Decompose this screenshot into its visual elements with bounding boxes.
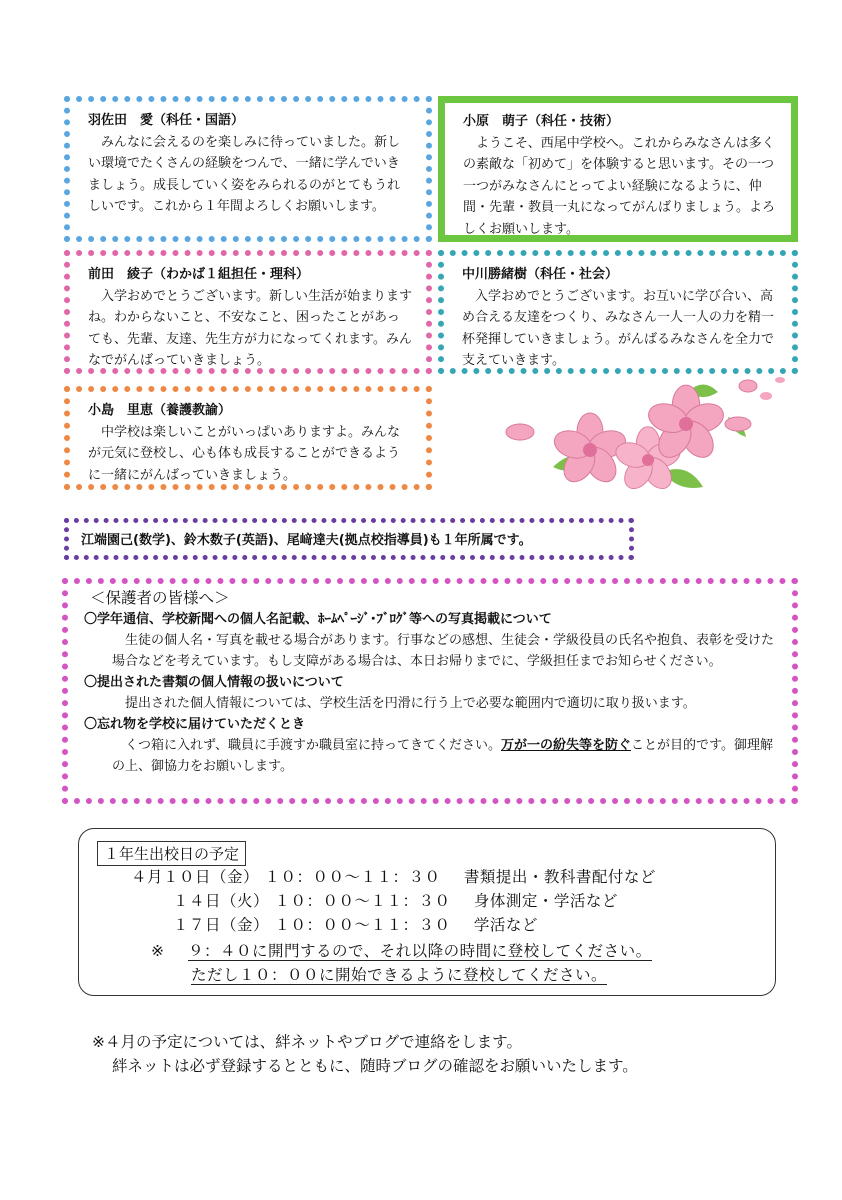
schedule-row	[173, 913, 538, 935]
schedule-date: ４月１０日（金）	[131, 868, 260, 886]
teacher-name: 小原 萌子（科任・技術）	[463, 114, 620, 129]
cherry-blossom-icon	[498, 372, 798, 502]
footer-line-2: 絆ネットは必ず登録するとともに、随時ブログの確認をお願いいたします。	[112, 1057, 638, 1075]
parent-notice-box	[62, 578, 798, 804]
teacher-card-nakagawa	[438, 250, 798, 374]
schedule-row	[173, 889, 618, 911]
schedule-date: １４日（火）	[173, 892, 270, 910]
notice-body-pre: くつ箱に入れず、職員に手渡すか職員室に持ってきてください。	[125, 738, 501, 753]
schedule-title: １年生出校日の予定	[97, 841, 246, 866]
teacher-message: みんなに会えるのを楽しみに待っていました。新しい環境でたくさんの経験をつんで、一緒に学んでいきましょう。成長していく姿をみられるのがとてもうれしいです。これから１年間よろしくお願いします。	[88, 134, 401, 214]
staff-note-box	[64, 518, 634, 560]
schedule-note	[151, 939, 652, 961]
staff-note: 江端園己(数学)、鈴木数子(英語)、尾﨑達夫(拠点校指導員)も１年所属です。	[81, 533, 532, 548]
teacher-message: ようこそ、西尾中学校へ。これからみなさんは多くの素敵な「初めて」を体験すると思います。その一つ一つがみなさんにとってよい経験になるように、仲間・先輩・教員一丸になってがんばりましょう。よろしくお願いします。	[463, 135, 776, 237]
notice-body: 提出された個人情報については、学校生活を円滑に行う上で必要な範囲内で適切に取り扱います。	[125, 696, 696, 711]
schedule-row	[131, 865, 656, 887]
notice-body-post: ことが目的です。御理解の上、御協力をお願いします。	[112, 738, 773, 774]
teacher-card-kojima	[64, 386, 432, 490]
notice-body-emphasis: 万が一の紛失等を防ぐ	[500, 738, 631, 753]
schedule-note-1: ９：４０に開門するので、それ以降の時間に登校してください。	[187, 942, 652, 960]
schedule-date: １７日（金）	[173, 916, 270, 934]
teacher-card-maeda	[64, 250, 432, 374]
teacher-name: 中川勝緒樹（科任・社会）	[462, 267, 619, 282]
footer-line-1: ※４月の予定については、絆ネットやブログで連絡をします。	[92, 1033, 522, 1051]
schedule-event: 学活など	[473, 916, 538, 934]
schedule-event: 書類提出・教科書配付など	[463, 868, 656, 886]
schedule-note	[191, 963, 607, 985]
teacher-card-ohara	[438, 96, 798, 242]
notice-body	[84, 735, 776, 777]
notice-heading: 〇忘れ物を学校に届けていただくとき	[84, 717, 306, 732]
schedule-note-2: ただし１０：００に開始できるように登校してください。	[191, 966, 608, 984]
teacher-message: 中学校は楽しいことがいっぱいありますよ。みんなが元気に登校し、心も体も成長することができるように一緒にがんばっていきましょう。	[88, 424, 401, 483]
teacher-card-hasada	[64, 96, 432, 242]
schedule-time: １０：００～１１：３０	[274, 916, 451, 934]
note-mark: ※	[151, 942, 165, 960]
teacher-name: 羽佐田 愛（科任・国語）	[88, 113, 245, 128]
notice-heading: 〇学年通信、学校新聞への個人名記載、ﾎｰﾑﾍﾟｰｼﾞ･ﾌﾞﾛｸﾞ等への写真掲載について	[84, 612, 552, 627]
schedule-box	[78, 828, 776, 996]
schedule-event: 身体測定・学活など	[473, 892, 618, 910]
schedule-time: １０：００～１１：３０	[274, 892, 451, 910]
notice-heading: 〇提出された書類の個人情報の扱いについて	[84, 675, 344, 690]
teacher-name: 前田 綾子（わかば１組担任・理科）	[88, 267, 310, 282]
notice-title: ＜保護者の皆様へ＞	[90, 589, 230, 607]
notice-body: 生徒の個人名・写真を載せる場合があります。行事などの感想、生徒会・学級役員の氏名や抱負、表彰を受けた場合などを考えています。もし支障がある場合は、本日お帰りまでに、学級担任までお知らせください。	[112, 633, 774, 669]
schedule-time: １０：００～１１：３０	[264, 868, 441, 886]
teacher-name: 小島 里恵（養護教諭）	[88, 403, 232, 418]
teacher-message: 入学おめでとうございます。新しい生活が始まりますね。わからないこと、不安なこと、困ったことがあっても、先輩、友達、先生方が力になってくれます。みんなでがんばっていきましょう。	[88, 288, 412, 368]
teacher-message: 入学おめでとうございます。お互いに学び合い、高め合える友達をつくり、みなさん一人一人の力を精一杯発揮していきましょう。がんばるみなさんを全力で支えていきます。	[462, 288, 775, 368]
